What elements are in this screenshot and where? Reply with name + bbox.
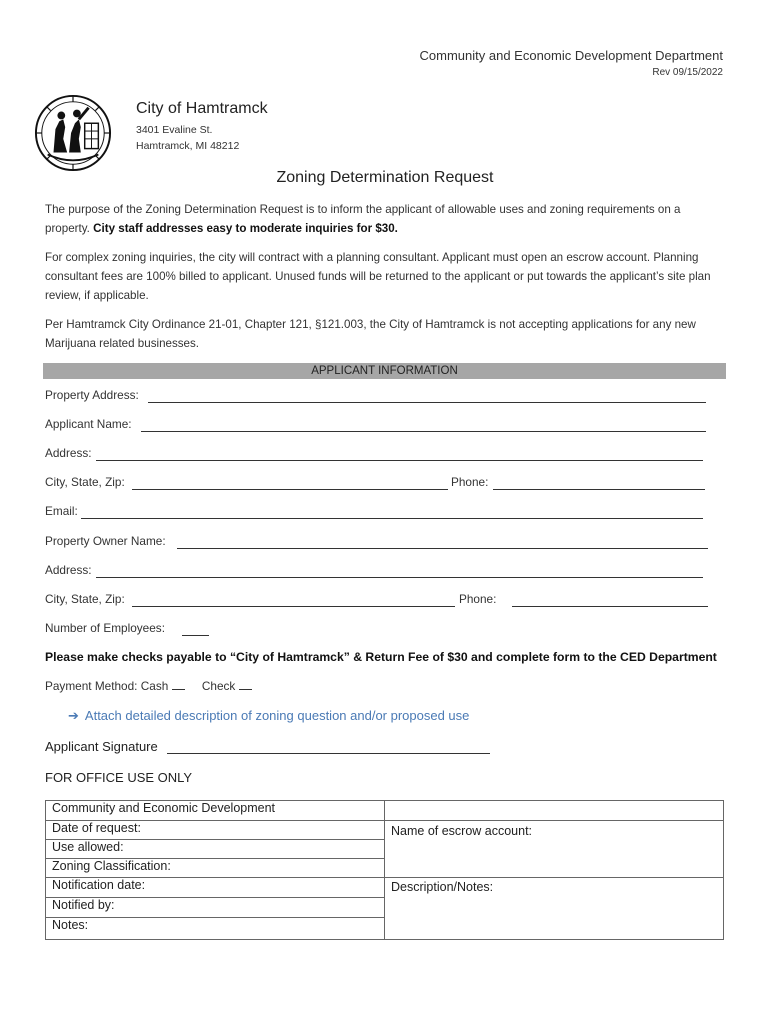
property-address-label: Property Address:: [45, 388, 139, 402]
email-field[interactable]: [81, 518, 703, 519]
payment-cash-blank[interactable]: [172, 689, 185, 690]
owner-address-label: Address:: [45, 563, 92, 577]
city-city-state-zip: Hamtramck, MI 48212: [136, 140, 240, 152]
signature-field[interactable]: [167, 753, 490, 754]
office-cell-date-of-request[interactable]: Date of request:: [46, 821, 385, 840]
section-header: APPLICANT INFORMATION: [43, 363, 726, 379]
city-state-zip-label: City, State, Zip:: [45, 475, 125, 489]
applicant-name-label: Applicant Name:: [45, 417, 132, 431]
checks-payable-note: Please make checks payable to “City of Hamtramck” & Return Fee of $30 and complete form to the CED Department: [45, 650, 717, 664]
city-seal-icon: [34, 94, 112, 172]
purpose-paragraph: [45, 200, 725, 238]
office-cell-notified-by[interactable]: Notified by:: [46, 898, 385, 918]
owner-city-state-zip-label: City, State, Zip:: [45, 592, 125, 606]
phone-label: Phone:: [451, 475, 489, 489]
owner-phone-label: Phone:: [459, 592, 497, 606]
page-title: Zoning Determination Request: [276, 169, 494, 186]
applicant-name-field[interactable]: [141, 431, 706, 432]
city-street: 3401 Evaline St.: [136, 124, 213, 136]
owner-city-state-zip-field[interactable]: [132, 606, 455, 607]
complex-inquiries-paragraph: For complex zoning inquiries, the city will contract with a planning consultant. Applicant must open an escrow account. Planning consultant fees are 100% billed to applicant. Unused funds will be returned to the applicant or put towards the applicant’s site plan review, if applicable.: [45, 251, 711, 302]
office-cell-use-allowed[interactable]: Use allowed:: [46, 840, 385, 859]
revision-date: Rev 09/15/2022: [652, 67, 723, 78]
employees-label: Number of Employees:: [45, 621, 165, 635]
office-cell-escrow-account[interactable]: Name of escrow account:: [385, 821, 724, 878]
payment-method-label: Payment Method:: [45, 679, 138, 693]
office-cell-notification-date[interactable]: Notification date:: [46, 878, 385, 898]
office-cell-description-notes[interactable]: Description/Notes:: [385, 878, 724, 940]
address-field[interactable]: [96, 460, 703, 461]
staff-fee-text: City staff addresses easy to moderate inquiries for $30.: [93, 222, 398, 235]
owner-name-field[interactable]: [177, 548, 708, 549]
owner-address-field[interactable]: [96, 577, 703, 578]
office-cell-blank: [385, 801, 724, 821]
office-cell-zoning-classification[interactable]: Zoning Classification:: [46, 859, 385, 878]
payment-check-label: Check: [201, 679, 236, 693]
office-use-heading: FOR OFFICE USE ONLY: [45, 770, 193, 785]
attach-note: [68, 708, 469, 724]
payment-method-row: [45, 679, 252, 693]
payment-check-blank[interactable]: [239, 689, 252, 690]
phone-field[interactable]: [493, 489, 705, 490]
property-address-field[interactable]: [148, 402, 706, 403]
office-use-table: [45, 800, 724, 940]
owner-name-label: Property Owner Name:: [45, 534, 166, 548]
city-name: City of Hamtramck: [136, 100, 268, 117]
owner-phone-field[interactable]: [512, 606, 708, 607]
city-state-zip-field[interactable]: [132, 489, 448, 490]
email-label: Email:: [45, 504, 78, 518]
ordinance-paragraph: Per Hamtramck City Ordinance 21-01, Chapter 121, §121.003, the City of Hamtramck is not accepting applications for any new Marijuana related businesses.: [45, 318, 696, 350]
office-cell-department: Community and Economic Development: [46, 801, 385, 821]
department-name: Community and Economic Development Department: [419, 48, 723, 63]
office-cell-notes[interactable]: Notes:: [46, 918, 385, 940]
address-label: Address:: [45, 446, 92, 460]
employees-field[interactable]: [182, 635, 209, 636]
arrow-right-icon: ➔: [68, 708, 79, 723]
payment-cash-label: Cash: [140, 679, 169, 693]
attach-text: Attach detailed description of zoning question and/or proposed use: [84, 708, 470, 723]
purpose-text: The purpose of the Zoning Determination Request is to inform the applicant of allowable uses and zoning requirements on a property.: [45, 203, 681, 235]
signature-label: Applicant Signature: [45, 739, 158, 754]
